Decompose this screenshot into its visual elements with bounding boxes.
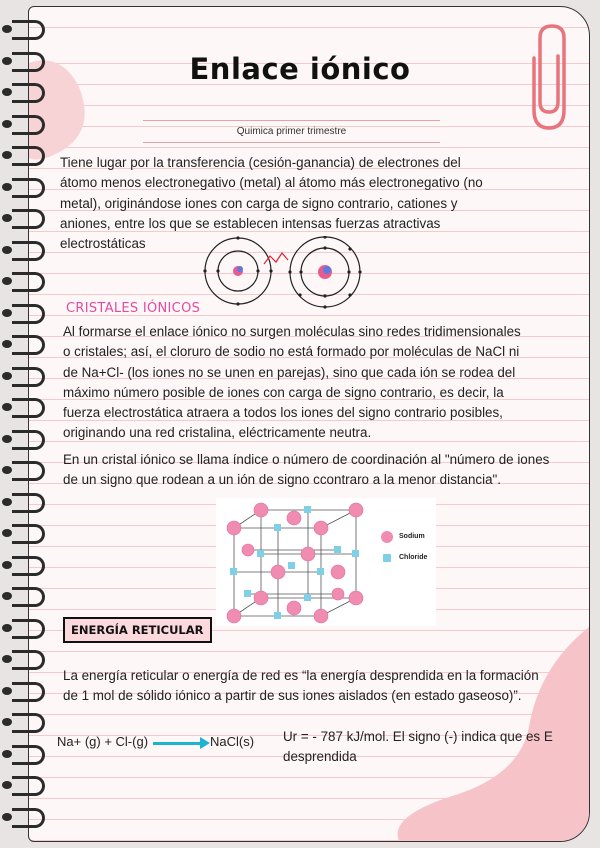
spiral-ring — [12, 146, 45, 166]
spiral-ring — [12, 335, 45, 355]
binding-hole — [2, 813, 12, 821]
spiral-ring — [12, 461, 45, 481]
binding-hole — [2, 246, 12, 254]
chloride-legend-marker — [383, 554, 391, 562]
equation-product: NaCl(s) — [210, 734, 255, 749]
binding-hole — [2, 687, 12, 695]
sodium-legend-marker — [381, 531, 393, 543]
cristales-paragraph: Al formarse el enlace iónico no surgen moléculas sino redes tridimensionales o cristales; así, el cloruro de sodio no está formado por moléculas de NaCl ni de Na+Cl- (los iones no se unen en parejas), sino que cada ión se rodea del máximo número posible de iones con carga de signo contrario, es decir, la fuerza electrostática atraera a todos los iones del signo contrario posibles, originando una red cristalina, eléctricamente neutra. — [63, 324, 521, 441]
ionic-transfer-diagram — [200, 236, 375, 316]
reaction-arrowhead-icon — [200, 737, 210, 749]
spiral-ring — [12, 367, 45, 387]
binding-hole — [2, 88, 12, 96]
binding-hole — [2, 750, 12, 758]
spiral-ring — [12, 209, 45, 229]
nacl-lattice-diagram — [216, 498, 376, 626]
spiral-ring — [12, 272, 45, 292]
binding-hole — [2, 655, 12, 663]
spiral-ring — [12, 241, 45, 261]
spiral-ring — [12, 650, 45, 670]
spiral-ring — [12, 776, 45, 796]
page-subtitle: Quimica primer trimestre — [236, 126, 347, 137]
binding-hole — [2, 372, 12, 380]
intro-paragraph: Tiene lugar por la transferencia (cesión-ganancia) de electrones del átomo menos electronegativo (metal) al átomo más electronegativo (no metal), originándose iones con carga de signo contrario, cationes y aniones, entre los que se establecen intensas fuerzas atractivas electrostáticas — [60, 155, 483, 252]
binding-hole — [2, 435, 12, 443]
spiral-ring — [12, 493, 45, 513]
coordination-paragraph: En un cristal iónico se llama índice o número de coordinación al "número de iones de un signo que rodean a un ión de signo ccontraro a la menor distancia". — [63, 452, 550, 488]
subtitle-divider-top — [143, 120, 440, 121]
binding-hole — [2, 183, 12, 191]
binding-hole — [2, 592, 12, 600]
spiral-ring — [12, 304, 45, 324]
binding-hole — [2, 529, 12, 537]
binding-hole — [2, 624, 12, 632]
subtitle-divider-bottom — [143, 142, 440, 143]
section-heading-cristales: CRISTALES IÓNICOS — [66, 301, 201, 316]
reaction-arrow-icon — [153, 742, 201, 745]
equation-reactants: Na+ (g) + Cl-(g) — [57, 734, 149, 749]
page-title: Enlace iónico — [189, 52, 411, 86]
binding-hole — [2, 309, 12, 317]
spiral-ring — [12, 682, 45, 702]
binding-hole — [2, 403, 12, 411]
binding-hole — [2, 120, 12, 128]
sodium-legend-label: Sodium — [399, 533, 425, 540]
spiral-ring — [12, 745, 45, 765]
binding-hole — [2, 25, 12, 33]
spiral-ring — [12, 20, 45, 40]
chloride-legend-label: Chloride — [399, 554, 428, 561]
binding-hole — [2, 466, 12, 474]
crystal-lattice-figure — [216, 498, 436, 626]
binding-hole — [2, 718, 12, 726]
spiral-ring — [12, 83, 45, 103]
spiral-ring — [12, 430, 45, 450]
spiral-ring — [12, 713, 45, 733]
spiral-ring — [12, 619, 45, 639]
spiral-ring — [12, 587, 45, 607]
binding-hole — [2, 340, 12, 348]
binding-hole — [2, 781, 12, 789]
energia-paragraph: La energía reticular o energía de red es “la energía desprendida en la formación de 1 mol de sólido iónico a partir de sus iones aislados (en estado gaseoso)”. — [63, 668, 539, 704]
spiral-ring — [12, 556, 45, 576]
spiral-ring — [12, 115, 45, 135]
binding-hole — [2, 561, 12, 569]
binding-hole — [2, 214, 12, 222]
binding-hole — [2, 277, 12, 285]
energy-note: Ur = - 787 kJ/mol. El signo (-) indica que es E desprendida — [283, 729, 553, 765]
spiral-ring — [12, 178, 45, 198]
section-heading-energia: ENERGÍA RETICULAR — [63, 617, 212, 643]
binding-hole — [2, 151, 12, 159]
spiral-ring — [12, 524, 45, 544]
spiral-ring — [12, 808, 45, 828]
spiral-ring — [12, 398, 45, 418]
binding-hole — [2, 498, 12, 506]
